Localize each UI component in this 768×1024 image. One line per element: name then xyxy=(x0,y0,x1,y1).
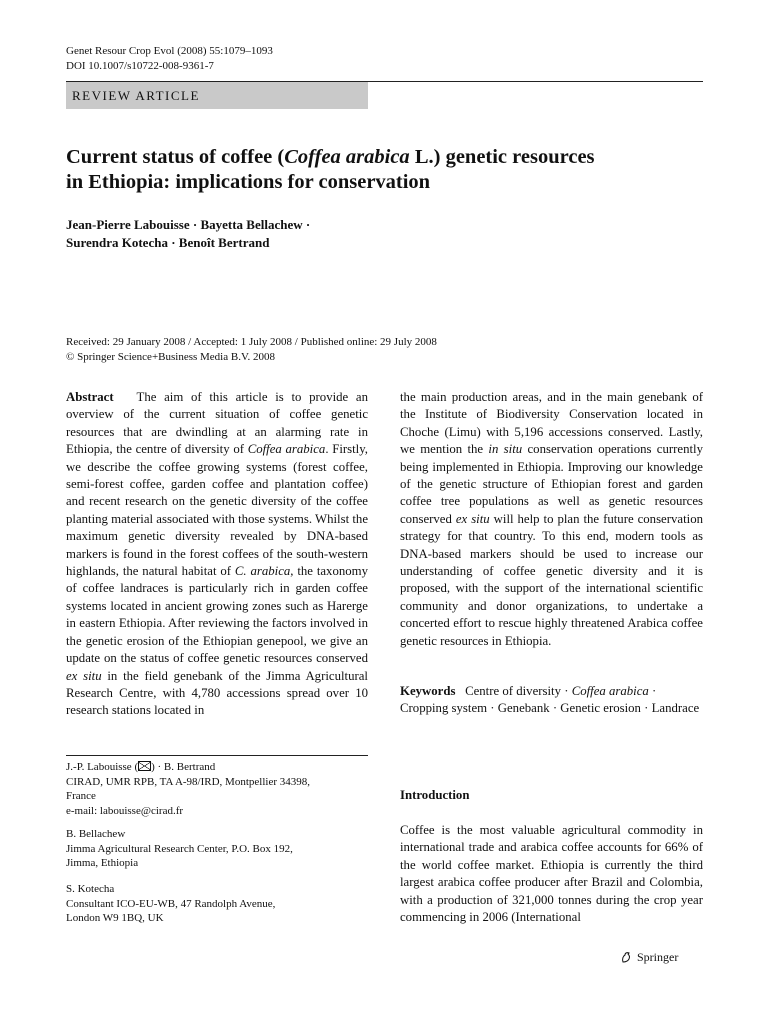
keywords-heading: Keywords xyxy=(400,684,456,698)
publication-dates: Received: 29 January 2008 / Accepted: 1 July 2008 / Published online: 29 July 2008 © Springer Science+Business Media B.V. 2008 xyxy=(66,335,706,365)
introduction-body: Coffee is the most valuable agricultural commodity in international trade and arabica coffee accounts for 66% of the world coffee market. Ethiopia is currently the third largest arabica coffee producer after Brazil and Colombia, with a production of 321,000 tonnes during the crop year commencing in 2006 (International xyxy=(400,823,703,925)
copyright-line: © Springer Science+Business Media B.V. 2008 xyxy=(66,351,275,363)
author-list: Jean-Pierre Labouisse · Bayetta Bellachew · Surendra Kotecha · Benoît Bertrand xyxy=(66,217,311,250)
abstract-heading: Abstract xyxy=(66,390,114,404)
contact-email[interactable]: e-mail: labouisse@cirad.fr xyxy=(66,804,184,817)
article-title: Current status of coffee (Coffea arabica L.) genetic resources in Ethiopia: implications for conservation xyxy=(66,146,595,193)
article-type-banner xyxy=(66,82,368,109)
affiliation-labouisse: J.-P. Labouisse ( ) · B. Bertrand CIRAD, UMR RPB, TA A-98/IRD, Montpellier 34398, France e-mail: labouisse@cirad.fr xyxy=(66,760,368,818)
springer-footer xyxy=(620,949,678,965)
title-species: Coffea arabica xyxy=(284,146,410,168)
introduction-heading: Introduction xyxy=(400,788,470,802)
publisher-name: Springer xyxy=(637,950,679,964)
abstract-left-column: Abstract The aim of this article is to provide an overview of the current situation of coffee genetic resources that are dwindling at an alarming rate in Ethiopia, the centre of diversity of Coffea arabica. Firstly, we describe the coffee growing systems (forest coffee, semi-forest coffee, garden coffee and plantation coffee) and recent research on the genetic diversity of the coffee planting material associated with those systems. Whilst the maximum genetic diversity revealed by DNA-based markers is found in the forest coffees of the south-western highlands, the natural habitat of C. arabica, the taxonomy of coffee landraces is particularly rich in garden coffee systems located in ancient growing zones such as Harerge in eastern Ethiopia. After reviewing the factors involved in the genetic erosion of the Ethiopian genepool, we give an update on the status of coffee genetic resources conserved ex situ in the field genebank of the Jimma Agricultural Research Centre, with 4,780 accessions spread over 10 research stations located in xyxy=(66,390,369,718)
affiliation-kotecha: S. Kotecha Consultant ICO-EU-WB, 47 Randolph Avenue, London W9 1BQ, UK xyxy=(66,883,276,924)
doi-line: DOI 10.1007/s10722-008-9361-7 xyxy=(66,60,214,72)
springer-horse-icon xyxy=(620,951,633,964)
affiliation-bellachew: B. Bellachew Jimma Agricultural Research Center, P.O. Box 192, Jimma, Ethiopia xyxy=(66,828,293,869)
journal-header xyxy=(66,44,273,74)
article-type-label: REVIEW ARTICLE xyxy=(72,88,200,103)
footnote-rule xyxy=(66,755,368,756)
abstract-right-column: the main production areas, and in the main genebank of the Institute of Biodiversity Conservation located in Choche (Limu) with 5,196 accessions conserved. Lastly, we mention the in situ conservation operations currently being implemented in Ethiopia. Improving our knowledge of the genetic structure of Ethiopian forest and garden coffee tree populations as well as genetic resources conserved ex situ will help to plan the future conservation strategy for that country. To this end, modern tools as DNA-based markers should be used to increase our understanding of coffee genetic diversity and it is proposed, with the support of the international scientific community and donor organizations, to undertake a concerted effort to rescue highly threatened Arabica coffee genetic resources in Ethiopia. xyxy=(400,390,703,648)
envelope-icon xyxy=(138,761,151,771)
keywords: Keywords Centre of diversity · Coffea arabica · Cropping system · Genebank · Genetic erosion · Landrace xyxy=(400,684,700,716)
journal-citation: Genet Resour Crop Evol (2008) 55:1079–1093 xyxy=(66,45,273,57)
